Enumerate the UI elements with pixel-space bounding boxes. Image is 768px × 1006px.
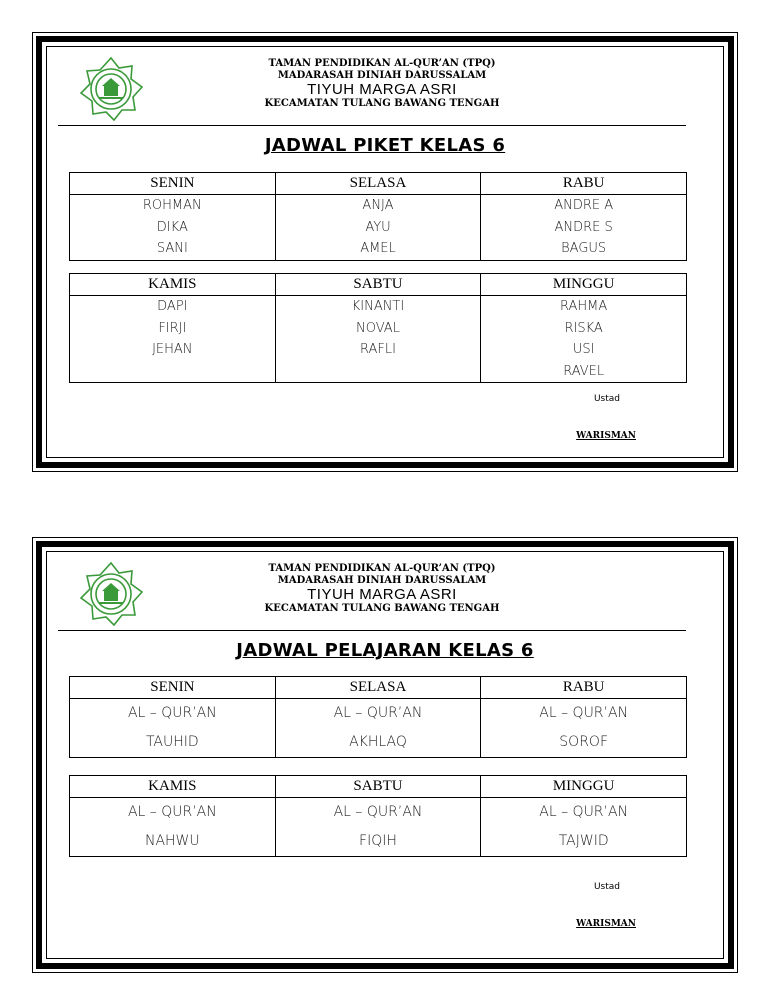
ustad-label: Ustad [593, 882, 620, 892]
header-line-1: TAMAN PENDIDIKAN AL-QUR’AN (TPQ) [268, 58, 496, 69]
list-item: TAJWID [558, 833, 609, 849]
letterhead [192, 58, 572, 110]
piket-card [32, 32, 738, 472]
pelajaran-card [32, 537, 738, 973]
day-cell [70, 699, 276, 758]
letterhead [192, 563, 572, 615]
day-cell [275, 296, 481, 383]
header-line-3: TIYUH MARGA ASRI [307, 81, 457, 98]
day-header: MINGGU [481, 776, 687, 798]
list-item: FIQIH [359, 833, 397, 849]
signature-name: WARISMAN [576, 431, 636, 441]
list-item: AL – QUR’AN [333, 804, 423, 820]
list-item: KINANTI [351, 299, 405, 314]
day-cell [481, 699, 687, 758]
list-item: ANDRE A [554, 198, 614, 213]
list-item: TAUHID [145, 734, 199, 750]
list-item: AMEL [360, 241, 396, 256]
list-item: AL – QUR’AN [539, 804, 629, 820]
header-line-1: TAMAN PENDIDIKAN AL-QUR’AN (TPQ) [268, 563, 496, 574]
list-item: USI [572, 342, 595, 357]
list-item: DIKA [156, 219, 188, 235]
day-cell [70, 798, 276, 857]
day-header: SABTU [275, 274, 481, 296]
page-title: JADWAL PIKET KELAS 6 [264, 135, 506, 156]
day-cell [481, 296, 687, 383]
schedule-table-1 [69, 172, 687, 261]
schedule-table-1 [69, 676, 687, 758]
header-divider [58, 630, 686, 631]
header-line-4: KECAMATAN TULANG BAWANG TENGAH [264, 603, 500, 615]
list-item: AL – QUR’AN [127, 804, 217, 820]
header-line-2: MADARASAH DINIAH DARUSSALAM [277, 574, 487, 586]
day-header: SENIN [70, 677, 276, 699]
list-item: AL – QUR’AN [333, 705, 423, 721]
day-header: SELASA [275, 677, 481, 699]
day-cell [70, 195, 276, 261]
list-item: DAPI [157, 299, 188, 314]
school-logo-icon [78, 561, 144, 627]
list-item: AL – QUR’AN [539, 705, 629, 721]
list-item: RAFLI [360, 342, 396, 357]
list-item: AL – QUR’AN [127, 705, 217, 721]
list-item: ANDRE S [554, 219, 613, 235]
header-divider [58, 125, 686, 126]
day-header: RABU [481, 677, 687, 699]
list-item: BAGUS [561, 241, 607, 256]
school-logo-icon [78, 56, 144, 122]
ustad-label: Ustad [593, 394, 620, 404]
header-line-4: KECAMATAN TULANG BAWANG TENGAH [264, 98, 500, 110]
day-header: RABU [481, 173, 687, 195]
day-header: MINGGU [481, 274, 687, 296]
day-cell [275, 195, 481, 261]
list-item: JEHAN [152, 342, 193, 357]
signature-name: WARISMAN [576, 919, 636, 929]
day-header: KAMIS [70, 274, 276, 296]
list-item: ANJA [362, 198, 394, 213]
day-header: SENIN [70, 173, 276, 195]
list-item: RAHMA [560, 299, 608, 314]
day-header: KAMIS [70, 776, 276, 798]
day-cell [70, 296, 276, 383]
day-header: SABTU [275, 776, 481, 798]
day-header: SELASA [275, 173, 481, 195]
schedule-table-2 [69, 273, 687, 383]
list-item: SANI [156, 241, 188, 256]
list-item: AYU [365, 219, 391, 235]
list-item: NAHWU [144, 833, 200, 849]
list-item: RISKA [564, 320, 603, 336]
day-cell [481, 195, 687, 261]
list-item: FIRJI [158, 320, 187, 336]
list-item: AKHLAQ [349, 734, 407, 750]
list-item: RAVEL [563, 363, 605, 379]
day-cell [275, 699, 481, 758]
header-line-3: TIYUH MARGA ASRI [307, 586, 457, 603]
day-cell [275, 798, 481, 857]
schedule-table-2 [69, 775, 687, 857]
header-line-2: MADARASAH DINIAH DARUSSALAM [277, 69, 487, 81]
day-cell [481, 798, 687, 857]
page-title: JADWAL PELAJARAN KELAS 6 [236, 640, 534, 661]
list-item: SOROF [559, 734, 609, 750]
list-item: ROHMAN [142, 198, 202, 213]
list-item: NOVAL [356, 320, 400, 336]
